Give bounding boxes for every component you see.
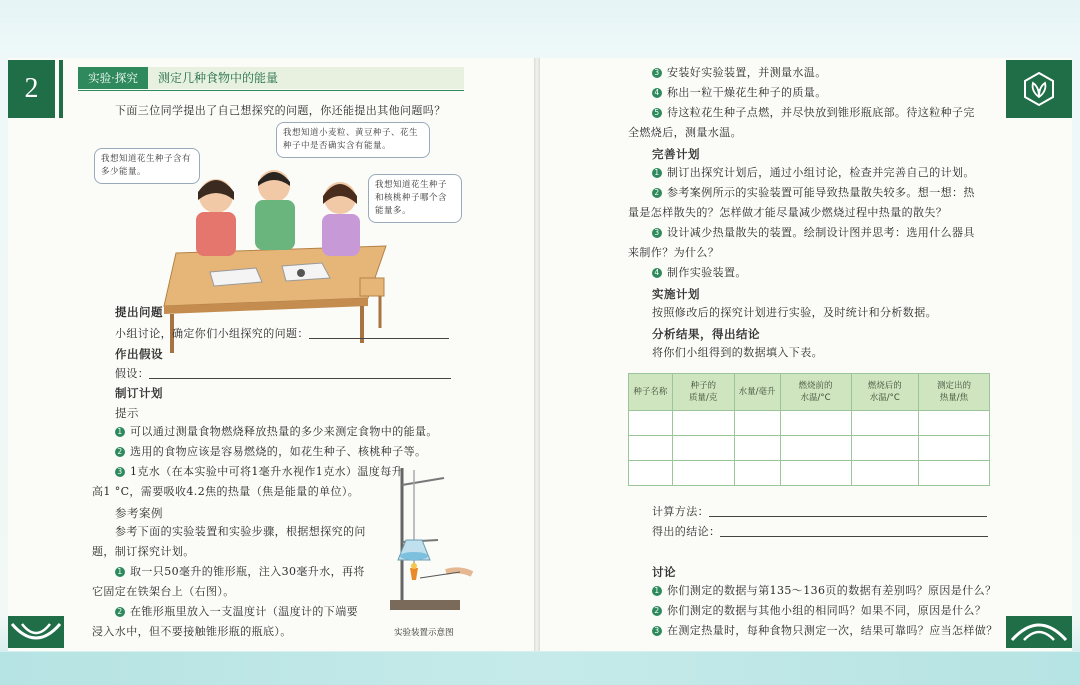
header-seed-mass: 种子的 质量/克 — [672, 374, 734, 411]
table-row — [629, 461, 990, 486]
raise-question-text: 小组讨论，确定你们小组探究的问题： — [115, 327, 309, 340]
improve-2 — [652, 186, 975, 200]
step-2-continued: 浸入水中，但不要接触锥形瓶的瓶底）。 — [92, 625, 292, 638]
table-cell[interactable] — [851, 461, 918, 486]
hint-3 — [115, 465, 403, 479]
hint-heading: 提示 — [115, 406, 139, 420]
section-tag: 实验·探究 — [78, 67, 148, 89]
header-seed-name: 种子名称 — [629, 374, 673, 411]
discussion-2-text: 你们测定的数据与其他小组的相同吗？如果不同，原因是什么？ — [667, 604, 987, 617]
reference-heading: 参考案例 — [115, 506, 163, 520]
hint-3-continued: 高1 °C，需要吸收4.2焦的热量（焦是能量的单位）。 — [92, 485, 360, 498]
table-cell[interactable] — [672, 436, 734, 461]
raise-question-line — [115, 326, 449, 341]
improve-4-number: 4 — [652, 268, 662, 278]
analyze-heading: 分析结果，得出结论 — [652, 327, 760, 341]
leaf-ornament-icon — [8, 616, 64, 648]
table-cell[interactable] — [629, 461, 673, 486]
conclusion-line — [652, 524, 988, 539]
header-temp-after: 燃烧后的 水温/°C — [851, 374, 918, 411]
hypothesis-heading: 作出假设 — [115, 347, 163, 361]
table-row — [629, 411, 990, 436]
plan-heading: 制订计划 — [115, 386, 163, 400]
step-1-number: 1 — [115, 567, 125, 577]
hint-2 — [115, 445, 426, 459]
table-cell[interactable] — [672, 461, 734, 486]
step-5-continued: 全燃烧后，测量水温。 — [628, 126, 742, 139]
hint-3-number: 3 — [115, 467, 125, 477]
page-number: 2 — [8, 60, 55, 118]
header-water-volume: 水量/毫升 — [734, 374, 780, 411]
discussion-3-text: 在测定热量时，每种食物只测定一次，结果可靠吗？应当怎样做？ — [667, 624, 998, 637]
hypothesis-line — [115, 366, 451, 381]
table-cell[interactable] — [851, 436, 918, 461]
discussion-1 — [652, 584, 996, 598]
table-row — [629, 436, 990, 461]
improve-3 — [652, 226, 975, 240]
table-cell[interactable] — [780, 411, 851, 436]
step-1-text: 取一只50毫升的锥形瓶，注入30毫升水，再将 — [130, 565, 365, 578]
reference-text-2: 题，制订探究计划。 — [92, 545, 195, 558]
conclusion-label: 得出的结论： — [652, 525, 721, 538]
hint-2-number: 2 — [115, 447, 125, 457]
step-1 — [115, 565, 365, 579]
apparatus-figure — [380, 460, 490, 620]
speech-bubble-1: 我想知道花生种子含有多少能量。 — [94, 148, 200, 184]
hint-1-number: 1 — [115, 427, 125, 437]
table-cell[interactable] — [734, 436, 780, 461]
step-4-text: 称出一粒干燥花生种子的质量。 — [667, 86, 827, 99]
reference-text-1: 参考下面的实验装置和实验步骤，根据想探究的问 — [115, 525, 366, 538]
step-2 — [115, 605, 358, 619]
step-4-number: 4 — [652, 88, 662, 98]
table-cell[interactable] — [629, 436, 673, 461]
implement-heading: 实施计划 — [652, 287, 700, 301]
section-title: 测定几种食物中的能量 — [158, 71, 279, 85]
implement-text: 按照修改后的探究计划进行实验，及时统计和分析数据。 — [652, 306, 937, 319]
speech-bubble-2: 我想知道小麦粒、黄豆种子、花生种子中是否确实含有能量。 — [276, 122, 430, 158]
step-3-text: 安装好实验装置，并测量水温。 — [667, 66, 827, 79]
step-3 — [652, 66, 827, 80]
improve-1-number: 1 — [652, 168, 662, 178]
discussion-heading: 讨论 — [652, 565, 676, 579]
table-cell[interactable] — [734, 411, 780, 436]
step-2-number: 2 — [115, 607, 125, 617]
table-cell[interactable] — [780, 436, 851, 461]
improve-3-text: 设计减少热量散失的装置。绘制设计图并思考：选用什么器具 — [667, 226, 975, 239]
calc-method-line — [652, 504, 987, 519]
table-cell[interactable] — [672, 411, 734, 436]
step-3-number: 3 — [652, 68, 662, 78]
improve-2-continued: 量是怎样散失的？怎样做才能尽量减少燃烧过程中热量的散失？ — [628, 206, 948, 219]
table-cell[interactable] — [734, 461, 780, 486]
step-1-continued: 它固定在铁架台上（右图）。 — [92, 585, 235, 598]
hint-1 — [115, 425, 438, 439]
header-heat-measured: 测定出的 热量/焦 — [918, 374, 989, 411]
hypothesis-blank[interactable] — [149, 366, 451, 379]
leaf-ornament-icon — [1006, 616, 1072, 648]
table-cell[interactable] — [780, 461, 851, 486]
chapter-badge — [1006, 60, 1072, 118]
page-number-stripe — [59, 60, 63, 118]
table-cell[interactable] — [918, 411, 989, 436]
table-cell[interactable] — [918, 436, 989, 461]
improve-3-number: 3 — [652, 228, 662, 238]
step-5-number: 5 — [652, 108, 662, 118]
discussion-3 — [652, 624, 998, 638]
hint-1-text: 可以通过测量食物燃烧释放热量的多少来测定食物中的能量。 — [130, 425, 438, 438]
improve-heading: 完善计划 — [652, 147, 700, 161]
table-cell[interactable] — [851, 411, 918, 436]
table-header-row — [629, 374, 990, 411]
discussion-1-text: 你们测定的数据与第135～136页的数据有差别吗？原因是什么？ — [667, 584, 997, 597]
step-5 — [652, 106, 975, 120]
right-page — [540, 58, 1072, 651]
table-cell[interactable] — [629, 411, 673, 436]
improve-4 — [652, 266, 747, 280]
question-blank[interactable] — [309, 326, 449, 339]
conclusion-blank[interactable] — [720, 524, 988, 537]
hypothesis-text: 假设： — [115, 367, 150, 380]
calc-method-label: 计算方法： — [652, 505, 709, 518]
table-cell[interactable] — [918, 461, 989, 486]
speech-bubble-3: 我想知道花生种子和核桃种子哪个含能量多。 — [368, 174, 462, 223]
hint-2-text: 选用的食物应该是容易燃烧的，如花生种子、核桃种子等。 — [130, 445, 427, 458]
header-temp-before: 燃烧前的 水温/°C — [780, 374, 851, 411]
discussion-2-number: 2 — [652, 606, 662, 616]
leaf-corner-right — [1006, 616, 1072, 648]
bottom-band — [0, 652, 1080, 685]
raise-question-heading: 提出问题 — [115, 305, 163, 319]
discussion-1-number: 1 — [652, 586, 662, 596]
intro-text: 下面三位同学提出了自己想探究的问题，你还能提出其他问题吗？ — [115, 104, 446, 117]
discussion-3-number: 3 — [652, 626, 662, 636]
step-4 — [652, 86, 827, 100]
data-table — [628, 373, 990, 486]
step-2-text: 在锥形瓶里放入一支温度计（温度计的下端要 — [130, 605, 358, 618]
calc-method-blank[interactable] — [709, 504, 987, 517]
improve-2-number: 2 — [652, 188, 662, 198]
improve-3-continued: 来制作？为什么？ — [628, 246, 720, 259]
leaf-badge-icon — [1021, 71, 1057, 107]
step-5-text: 待这粒花生种子点燃，并尽快放到锥形瓶底部。待这粒种子完 — [667, 106, 975, 119]
improve-4-text: 制作实验装置。 — [667, 266, 747, 279]
improve-2-text: 参考案例所示的实验装置可能导致热量散失较多。想一想：热 — [667, 186, 975, 199]
improve-1-text: 制订出探究计划后，通过小组讨论，检查并完善自己的计划。 — [667, 166, 975, 179]
leaf-corner-left — [8, 616, 64, 648]
iron-stand-apparatus — [380, 460, 490, 620]
hint-3-text: 1克水（在本实验中可将1毫升水视作1克水）温度每升 — [130, 465, 403, 478]
analyze-text: 将你们小组得到的数据填入下表。 — [652, 346, 823, 359]
left-page — [8, 58, 534, 651]
improve-1 — [652, 166, 975, 180]
section-underline — [78, 90, 464, 91]
figure-caption: 实验装置示意图 — [394, 628, 454, 638]
discussion-2 — [652, 604, 986, 618]
